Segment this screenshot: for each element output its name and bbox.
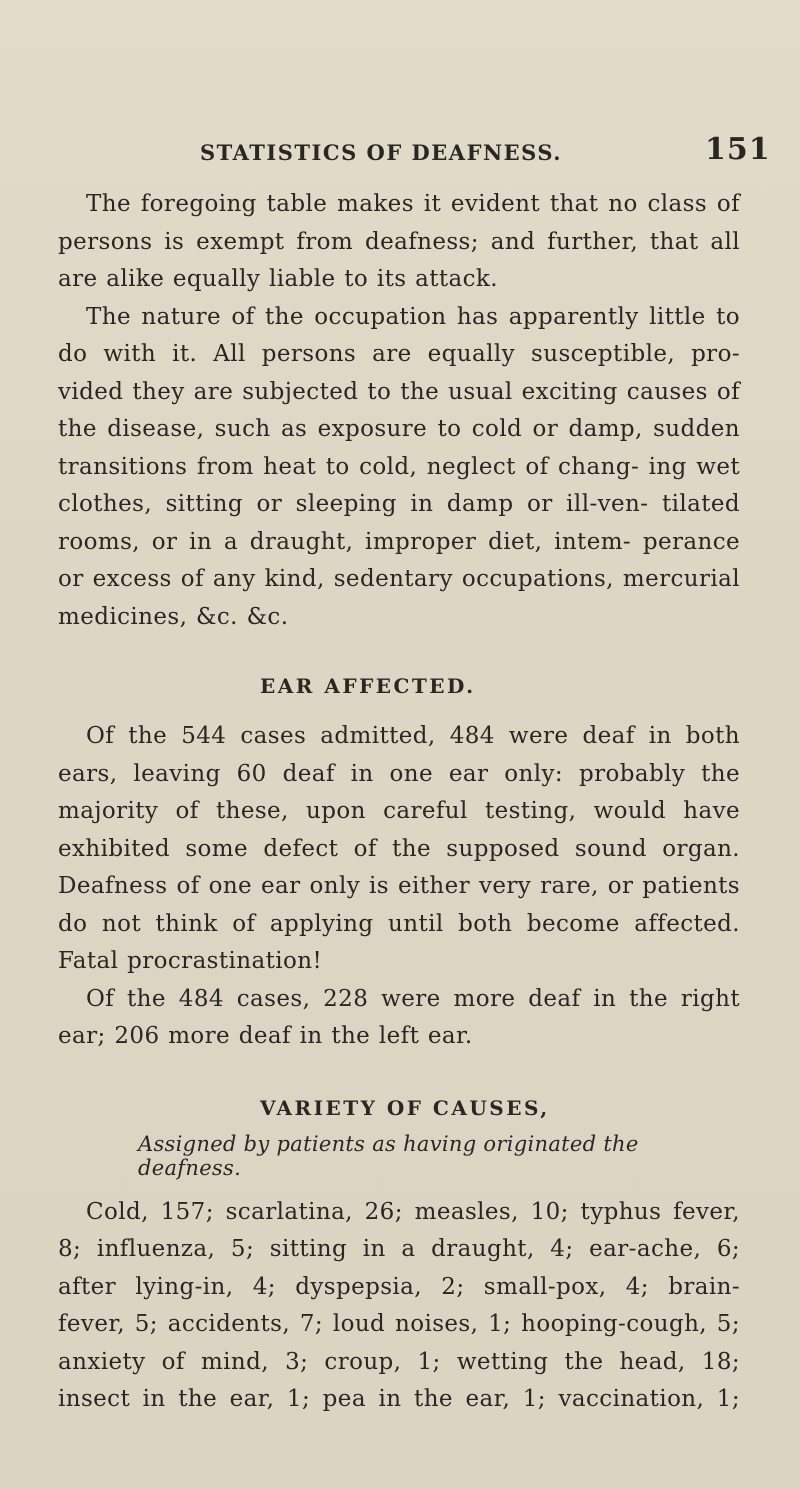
paragraph-causes-list: Cold, 157; scarlatina, 26; measles, 10; typhus fever, 8; influenza, 5; sitting in a draught, 4; ear-ache, 6; after lying-in, 4; dyspepsia, 2; small-pox, 4; brain- fever, 5; accidents, 7; loud noises, 1; hooping-cough, 5; anxiety of mind, 3; croup, 1; wetting the head, 18; insect in the ear, 1; pea in the ear, 1; vaccination, 1; bbox=[58, 1198, 740, 1412]
body-text bbox=[58, 186, 740, 1419]
paragraph-occupation: The nature of the occupation has apparently little to do with it. All persons are equally susceptible, pro- vided they are subjected to the usual exciting causes of the disease, such as exposure to cold or damp, sudden transitions from heat to cold, neglect of chang- ing wet clothes, sitting or sleeping in damp or ill-ven- tilated rooms, or in a draught, improper diet, intem- perance or excess of any kind, sedentary occupations, mercurial medicines, &c. &c. bbox=[58, 303, 740, 630]
paragraph-cases-admitted: Of the 544 cases admitted, 484 were deaf in both ears, leaving 60 deaf in one ear only: probably the majority of these, upon careful testing, would have exhibited some defect of the supposed sound organ. Deafness of one ear only is either very rare, or patients do not think of applying until both become affected. Fatal procrastination! bbox=[58, 723, 740, 974]
running-head: STATISTICS OF DEAFNESS. bbox=[200, 140, 563, 165]
heading-ear-affected: EAR AFFECTED. bbox=[260, 674, 476, 698]
paragraph-table-evident: The foregoing table makes it evident that no class of persons is exempt from deafness; and further, that all are alike equally liable to its attack. bbox=[58, 191, 740, 292]
page-number: 151 bbox=[705, 132, 771, 167]
paragraph-right-left-ear: Of the 484 cases, 228 were more deaf in the right ear; 206 more deaf in the left ear. bbox=[58, 985, 740, 1049]
page-header bbox=[0, 128, 800, 178]
subheading-assigned-by-patients: Assigned by patients as having originated the deafness. bbox=[138, 1131, 639, 1180]
heading-variety-of-causes: VARIETY OF CAUSES, bbox=[260, 1095, 550, 1120]
